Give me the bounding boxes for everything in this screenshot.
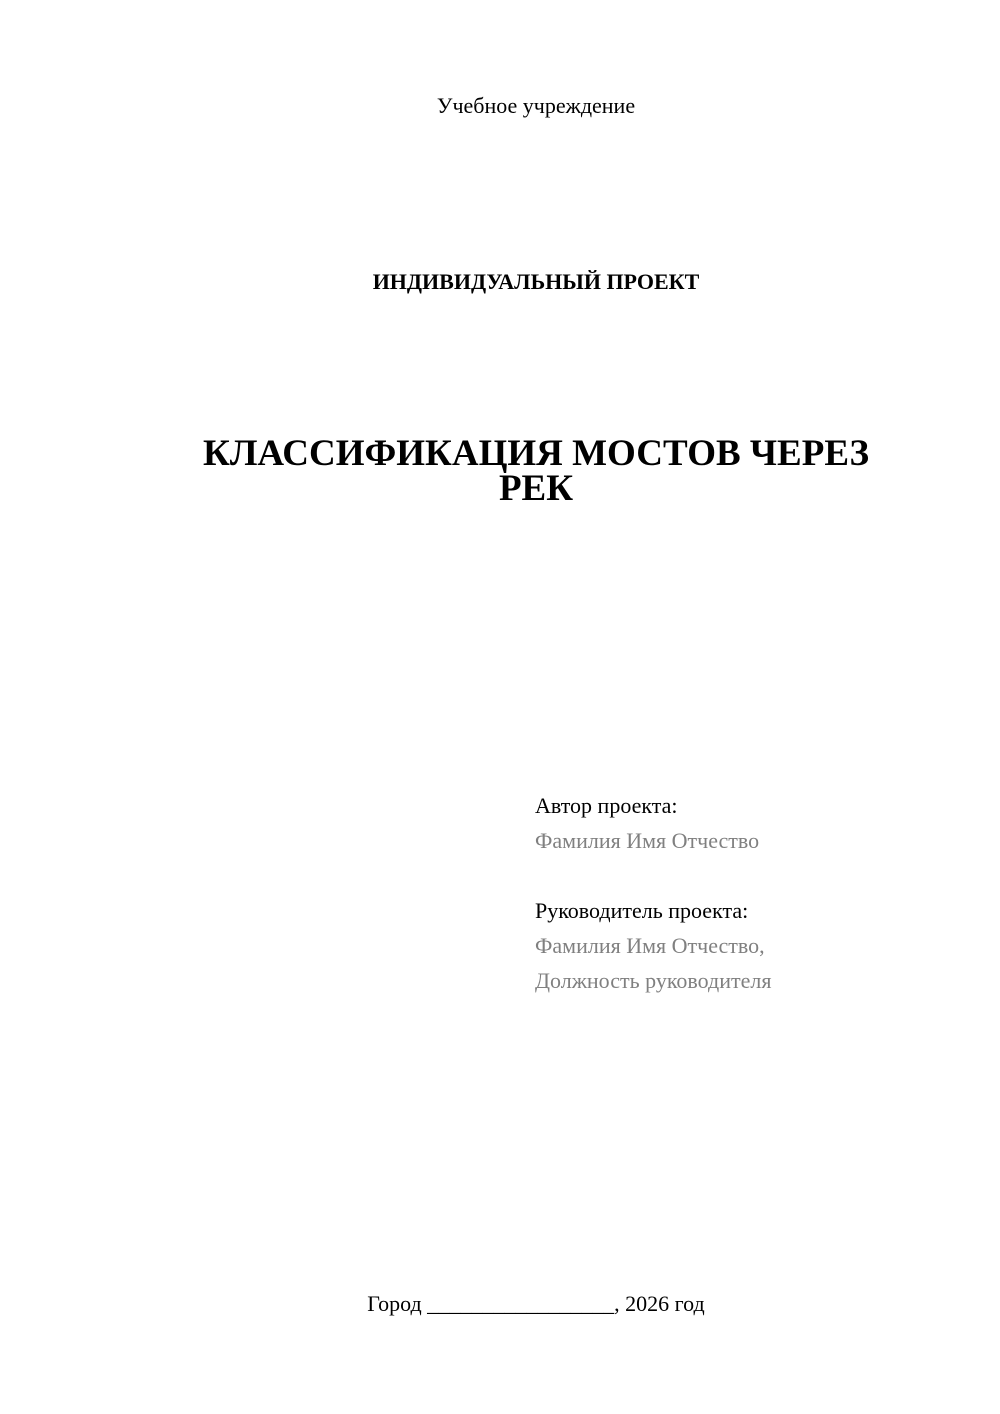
project-title: [150, 433, 922, 509]
spacer: [535, 858, 965, 893]
supervisor-position: Должность руководителя: [535, 968, 772, 993]
document-type: ИНДИВИДУАЛЬНЫЙ ПРОЕКТ: [372, 269, 700, 294]
author-label: Автор проекта:: [535, 793, 678, 818]
project-title-line-2: РЕК: [498, 468, 574, 509]
project-people-block: [535, 788, 965, 998]
project-title-line-1: КЛАССИФИКАЦИЯ МОСТОВ ЧЕРЕЗ: [203, 433, 869, 474]
city-year-line: [0, 1290, 1000, 1318]
city-label: Город: [367, 1291, 422, 1316]
supervisor-name: Фамилия Имя Отчество,: [535, 933, 765, 958]
author-name: Фамилия Имя Отчество: [535, 828, 760, 853]
city-blank: _________________: [427, 1291, 615, 1316]
year-text: , 2026 год: [614, 1291, 705, 1316]
supervisor-label: Руководитель проекта:: [535, 898, 749, 923]
institution-name: Учебное учреждение: [436, 93, 636, 118]
